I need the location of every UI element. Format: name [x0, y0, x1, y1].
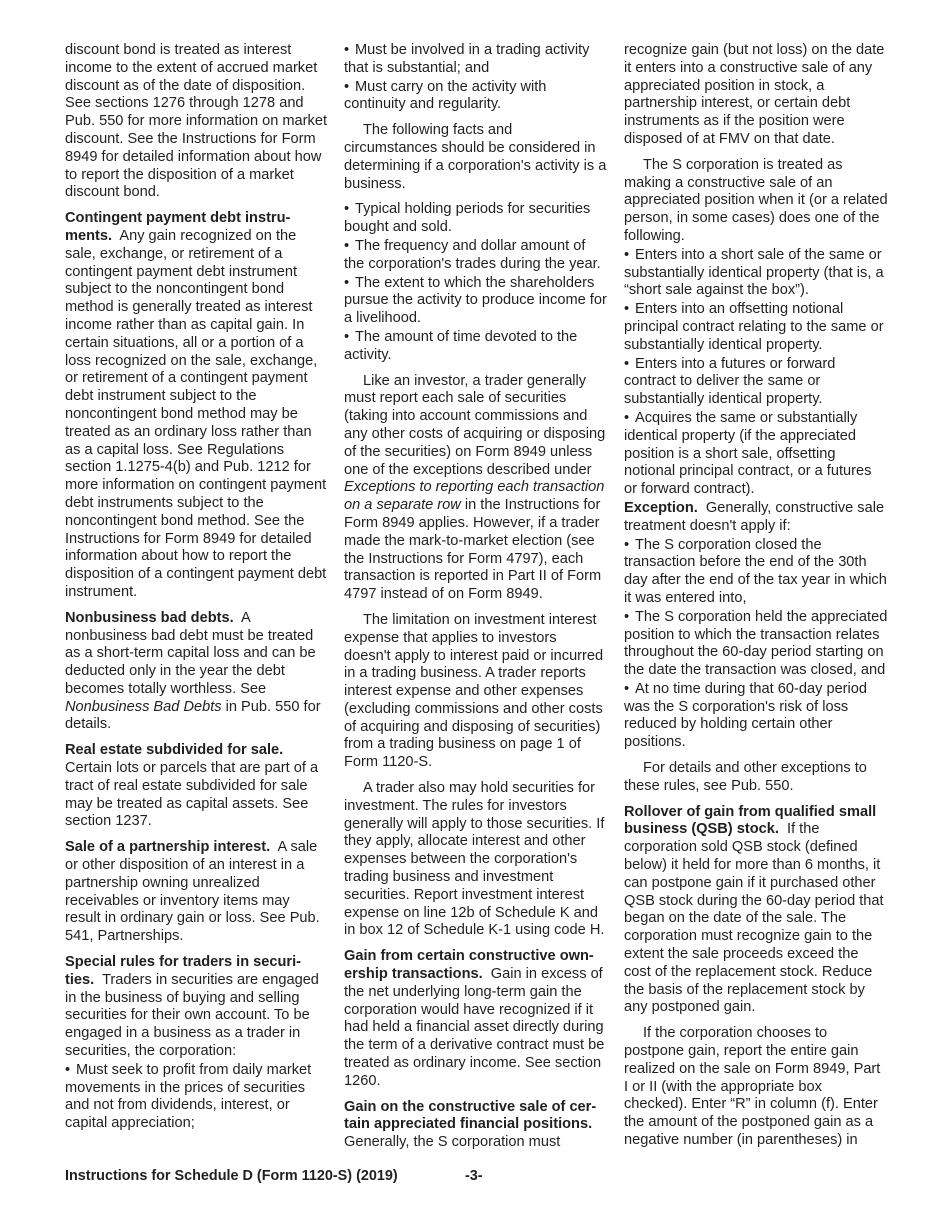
bullet-icon: •	[344, 42, 350, 58]
page-footer	[65, 1168, 888, 1184]
postpone-gain-paragraph: If the corporation chooses to postpone gain, report the entire gain realized on the sale on Form 8949, Part I or II (with the appropriate box checked). Enter “R” in column (f). Enter the amount of the postponed gain as a negative number (in parentheses) in	[624, 1025, 881, 1149]
investor-body-b: in the Instructions for Form 8949 applies. However, if a trader made the mark-to-market election (see the Instructions for Form 4797), each transaction is reported in Part II of Form 4797 instead of on Form 8949.	[344, 497, 602, 603]
bullet-icon: •	[344, 274, 350, 291]
constructive-ownership-body: Gain in excess of the net underlying long-term gain the corporation would have recognized if it had held a financial asset directly during the term of a derivative contract must be treated as ordinary income. See section 1260.	[344, 966, 605, 1089]
bullet-icon: •	[624, 608, 630, 625]
real-estate-body: Certain lots or parcels that are part of a tract of real estate subdivided for sale may be treated as capital assets. See section 1237.	[65, 760, 319, 830]
column-1	[65, 42, 327, 1134]
bullet-text: Enters into a futures or forward contract to deliver the same or substantially identical property.	[624, 355, 836, 408]
column-2	[344, 42, 607, 1160]
investor-body-a: Like an investor, a trader generally must report each sale of securities (taking into account commissions and any other costs of acquiring or disposing of the securities) on Form 8949 unless one of the exceptions described under	[344, 372, 606, 478]
bullet-text: Acquires the same or substantially identical property (if the appreciated position is a short sale, offsetting notional principal contract, or a futures or forward contract).	[624, 409, 872, 498]
details-paragraph: For details and other exceptions to these rules, see Pub. 550.	[624, 760, 867, 794]
nonbusiness-bad-debts-heading: Nonbusiness bad debts.	[65, 609, 234, 626]
investor-italic-ref: Exceptions to reporting each transaction on a separate row	[344, 479, 605, 514]
bullet-icon: •	[624, 246, 630, 263]
list-item	[624, 356, 888, 409]
traders-paragraph	[65, 954, 327, 1061]
bullet-icon: •	[344, 78, 350, 95]
list-item	[624, 609, 888, 680]
exception-body: Generally, constructive sale treatment doesn't apply if:	[624, 499, 885, 534]
bullet-icon: •	[344, 237, 350, 254]
constructive-ownership-heading: Gain from certain constructive ownership transactions.	[344, 948, 594, 983]
treated-paragraph: The S corporation is treated as making a constructive sale of an appreciated position when it (or a related person, in some cases) does one of the following.	[624, 156, 888, 244]
traders-body: Traders in securities are engaged in the business of buying and selling securities for their own account. To be engaged in a business as a trader in securities, the corporation:	[65, 971, 319, 1060]
bullet-text: The extent to which the shareholders pursue the activity to produce income for a livelihood.	[344, 274, 607, 327]
constructive-ownership-paragraph	[344, 948, 607, 1090]
partnership-body: A sale or other disposition of an interest in a partnership owning unrealized receivables or inventory items may result in ordinary gain or loss. See Pub. 541, Partnerships.	[65, 839, 320, 945]
real-estate-heading: Real estate subdivided for sale.	[65, 742, 284, 759]
bullet-text: Enters into a short sale of the same or substantially identical property (that is, a “short sale against the box”).	[624, 246, 884, 299]
list-item	[344, 275, 607, 328]
page-number: -3-	[465, 1168, 483, 1184]
constructive-sale-body: Generally, the S corporation must	[344, 1134, 561, 1151]
bullet-text: Must be involved in a trading activity that is substantial; and	[344, 42, 590, 76]
exception-heading: Exception.	[624, 499, 698, 516]
contingent-payment-body: Any gain recognized on the sale, exchange, or retirement of a contingent payment debt instrument subject to the noncontingent bond method is generally treated as interest income rather than as capital gain. In certain situations, all or a portion of a loss recognized on the sale, exchange, or retirement of a contingent payment debt instrument subject to the noncontingent bond method may be treated as an ordinary loss rather than as a capital loss. See Regulations section 1.1275-4(b) and Pub. 1212 for more information on contingent payment debt instruments subject to the noncontingent bond method. See the Instructions for Form 8949 for detailed information about how to report the disposition of a contingent payment debt instrument.	[65, 227, 327, 600]
nonbusiness-body-a: A nonbusiness bad debt must be treated as a short-term capital loss and can be deducted only in the year the debt becomes totally worthless. See	[65, 609, 316, 697]
bullet-icon: •	[624, 301, 630, 318]
bullet-text: Must carry on the activity with continuity and regularity.	[344, 78, 547, 113]
bullet-text: Enters into an offsetting notional principal contract relating to the same or substantially identical property.	[624, 301, 884, 353]
investor-paragraph	[344, 373, 607, 604]
bullet-icon: •	[65, 1061, 71, 1078]
bullet-icon: •	[344, 328, 350, 345]
rollover-body: If the corporation sold QSB stock (defined below) it held for more than 6 months, it can postpone gain if it purchased other QSB stock during the 60-day period that began on the date of the sale. The corporation must recognize gain to the extent the sale proceeds exceed the cost of the replacement stock. Reduce the basis of the replacement stock by any postponed gain.	[624, 821, 884, 1016]
list-item	[344, 238, 607, 274]
constructive-sale-heading: Gain on the constructive sale of certain appreciated financial positions.	[344, 1098, 597, 1133]
list-item	[65, 1062, 327, 1133]
list-item	[344, 42, 607, 78]
market-discount-paragraph: discount bond is treated as interest income to the extent of accrued market discount as of the date of disposition. See sections 1276 through 1278 and Pub. 550 for more information on market discount. See the Instructions for Form 8949 for detailed information about how to report the disposition of a market discount bond.	[65, 42, 328, 201]
column-3	[624, 42, 888, 1158]
constructive-sale-paragraph	[344, 1099, 607, 1152]
rollover-heading: Rollover of gain from qualified small business (QSB) stock.	[624, 803, 877, 838]
nonbusiness-italic-ref: Nonbusiness Bad Debts	[65, 698, 222, 715]
list-item	[344, 79, 607, 115]
list-item	[344, 201, 607, 237]
partnership-paragraph	[65, 839, 327, 946]
bullet-text: The S corporation held the appreciated position to which the transaction relates throughout the 60-day period starting on the date the transaction was closed, and	[624, 608, 888, 679]
list-item	[624, 410, 888, 499]
nonbusiness-bad-debts-paragraph	[65, 610, 327, 735]
bullet-text: Typical holding periods for securities bought and sold.	[344, 201, 591, 236]
list-item	[624, 537, 888, 608]
bullet-text: The S corporation closed the transaction before the end of the 30th day after the end of the tax year in which it was entered into,	[624, 536, 887, 606]
bullet-icon: •	[624, 409, 630, 426]
bullet-text: The frequency and dollar amount of the corporation's trades during the year.	[344, 237, 601, 272]
rollover-paragraph	[624, 804, 888, 1018]
nonbusiness-body-b: in Pub. 550 for details.	[65, 698, 321, 733]
bullet-text: Must seek to profit from daily market movements in the prices of securities and not from dividends, interest, or capital appreciation;	[65, 1061, 312, 1132]
bullet-icon: •	[624, 355, 630, 372]
traders-heading: Special rules for traders in securities.	[65, 954, 302, 988]
facts-paragraph: The following facts and circumstances should be considered in determining if a corporation's activity is a business.	[344, 122, 607, 192]
contingent-payment-paragraph	[65, 210, 327, 602]
recognize-gain-paragraph: recognize gain (but not loss) on the date it enters into a constructive sale of any appreciated position in stock, a partnership interest, or certain debt instruments as if the position were disposed of at FMV on that date.	[624, 42, 885, 147]
bullet-text: The amount of time devoted to the activity.	[344, 328, 578, 363]
bullet-icon: •	[624, 536, 630, 553]
partnership-heading: Sale of a partnership interest.	[65, 839, 271, 856]
limitation-paragraph: The limitation on investment interest expense that applies to investors doesn't apply to interest paid or incurred in a trading business. A trader reports interest expense and other expenses (excluding commissions and other costs of acquiring and disposing of securities) from a trading business on page 1 of Form 1120-S.	[344, 611, 604, 771]
exception-paragraph	[624, 500, 888, 536]
contingent-payment-heading: Contingent payment debt instruments.	[65, 210, 291, 244]
bullet-icon: •	[624, 680, 630, 697]
list-item	[624, 301, 888, 354]
list-item	[344, 329, 607, 365]
real-estate-paragraph	[65, 742, 327, 831]
footer-title: Instructions for Schedule D (Form 1120-S) (2019)	[65, 1168, 398, 1184]
list-item	[624, 681, 888, 752]
bullet-icon: •	[344, 201, 350, 218]
hold-securities-paragraph: A trader also may hold securities for investment. The rules for investors generally will apply to those securities. If they apply, allocate interest and other expenses between the corporation's trading business and investment securities. Report investment interest expense on line 12b of Schedule K and in box 12 of Schedule K-1 using code H.	[344, 780, 605, 939]
list-item	[624, 247, 888, 300]
bullet-text: At no time during that 60-day period was the S corporation's risk of loss reduced by holding certain other positions.	[624, 680, 868, 751]
